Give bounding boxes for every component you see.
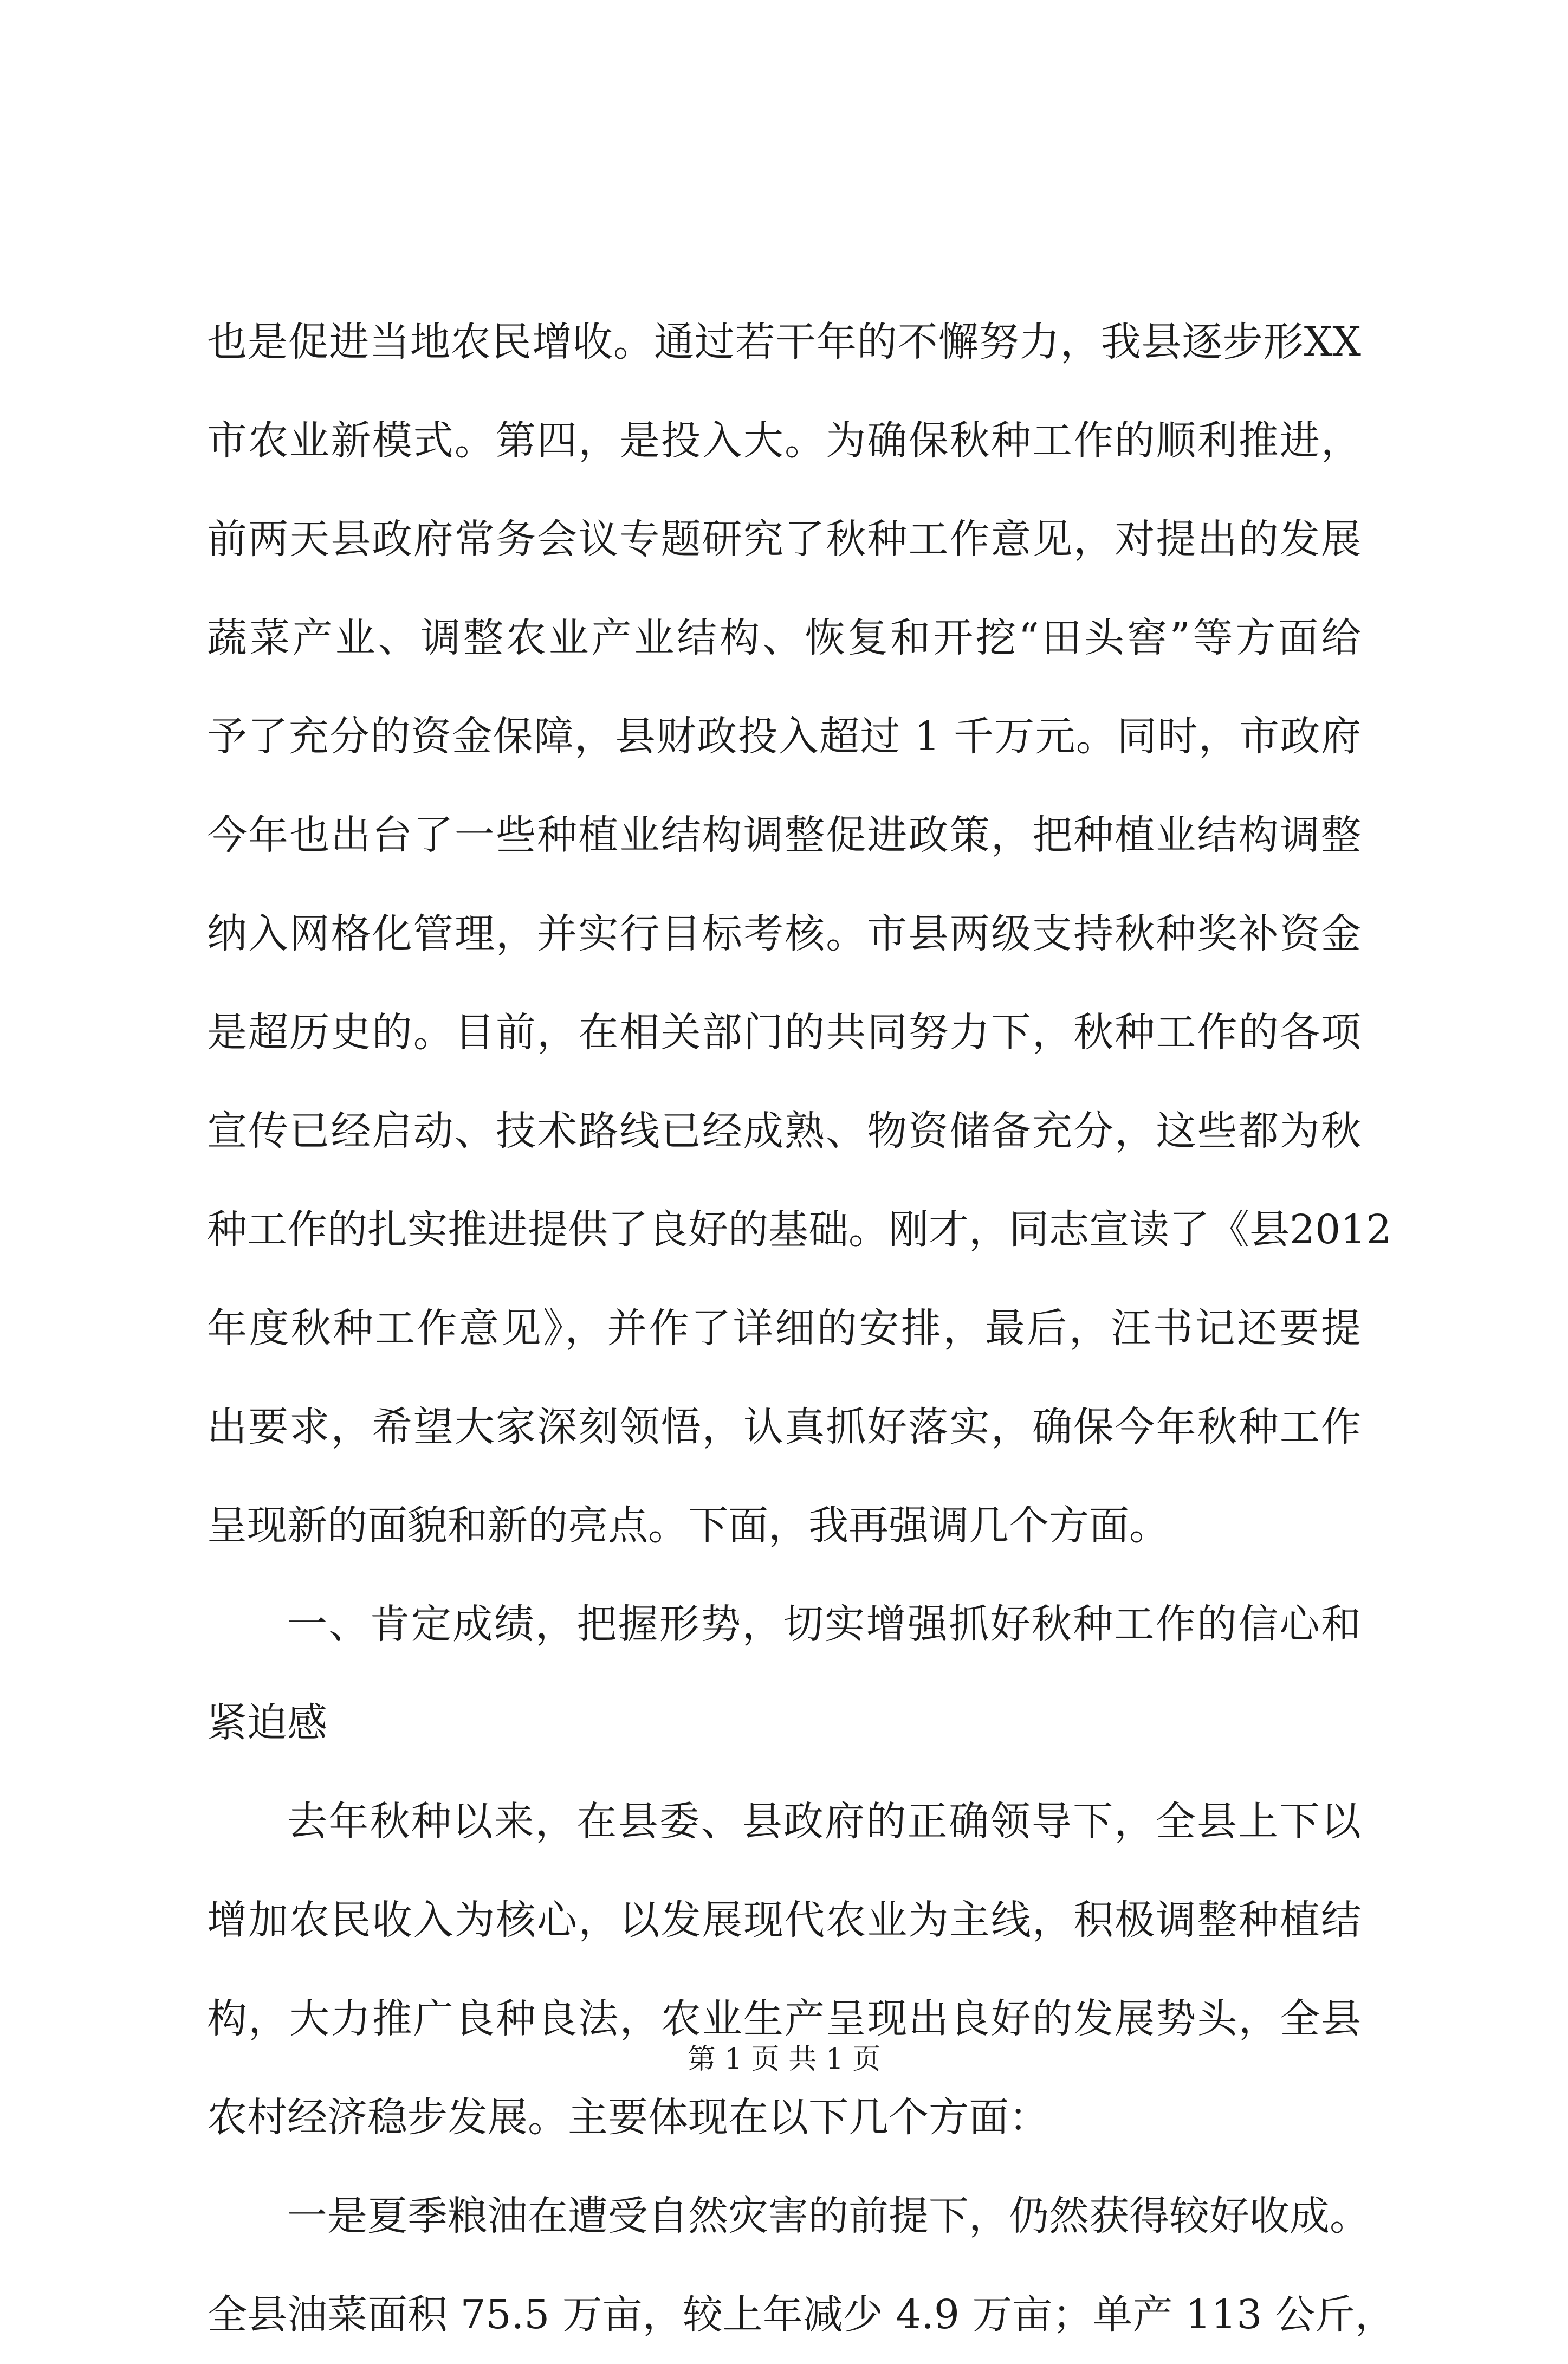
section-heading-line-2: 紧迫感	[207, 1700, 327, 1746]
text-line-1: 也是促进当地农民增收。通过若干年的不懈努力，我县逐步形XX	[207, 319, 1361, 365]
text-line-18: 构，大力推广良种良法，农业生产呈现出良好的发展势头，全县	[207, 1995, 1361, 2042]
page-number-footer: 第 1 页 共 1 页	[687, 2043, 881, 2076]
text-line-11: 年度秋种工作意见》，并作了详细的安排，最后，汪书记还要提	[207, 1305, 1361, 1352]
text-line-12: 出要求，希望大家深刻领悟，认真抓好落实，确保今年秋种工作	[207, 1404, 1361, 1450]
text-line-19: 农村经济稳步发展。主要体现在以下几个方面：	[207, 2094, 1049, 2141]
text-line-5: 予了充分的资金保障，县财政投入超过 1 千万元。同时，市政府	[207, 713, 1361, 760]
text-line-8: 是超历史的。目前，在相关部门的共同努力下，秋种工作的各项	[207, 1009, 1361, 1056]
section-heading-line-1: 一、肯定成绩，把握形势，切实增强抓好秋种工作的信心和	[287, 1601, 1361, 1648]
text-line-16: 去年秋种以来，在县委、县政府的正确领导下，全县上下以	[287, 1798, 1361, 1845]
text-line-3: 前两天县政府常务会议专题研究了秋种工作意见，对提出的发展	[207, 516, 1361, 563]
text-line-10: 种工作的扎实推进提供了良好的基础。刚才，同志宣读了《县2012	[207, 1206, 1392, 1253]
text-line-6: 今年也出台了一些种植业结构调整促进政策，把种植业结构调整	[207, 812, 1361, 858]
text-line-21: 全县油菜面积 75.5 万亩，较上年减少 4.9 万亩；单产 113 公斤，	[207, 2291, 1395, 2338]
text-line-9: 宣传已经启动、技术路线已经成熟、物资储备充分，这些都为秋	[207, 1108, 1361, 1154]
text-line-20: 一是夏季粮油在遭受自然灾害的前提下，仍然获得较好收成。	[287, 2193, 1370, 2239]
text-line-7: 纳入网格化管理，并实行目标考核。市县两级支持秋种奖补资金	[207, 910, 1361, 957]
text-line-17: 增加农民收入为核心，以发展现代农业为主线，积极调整种植结	[207, 1897, 1361, 1943]
text-line-2: 市农业新模式。第四，是投入大。为确保秋种工作的顺利推进，	[207, 417, 1361, 464]
text-line-4: 蔬菜产业、调整农业产业结构、恢复和开挖“田头窖”等方面给	[207, 615, 1361, 661]
text-line-13: 呈现新的面貌和新的亮点。下面，我再强调几个方面。	[207, 1502, 1169, 1549]
